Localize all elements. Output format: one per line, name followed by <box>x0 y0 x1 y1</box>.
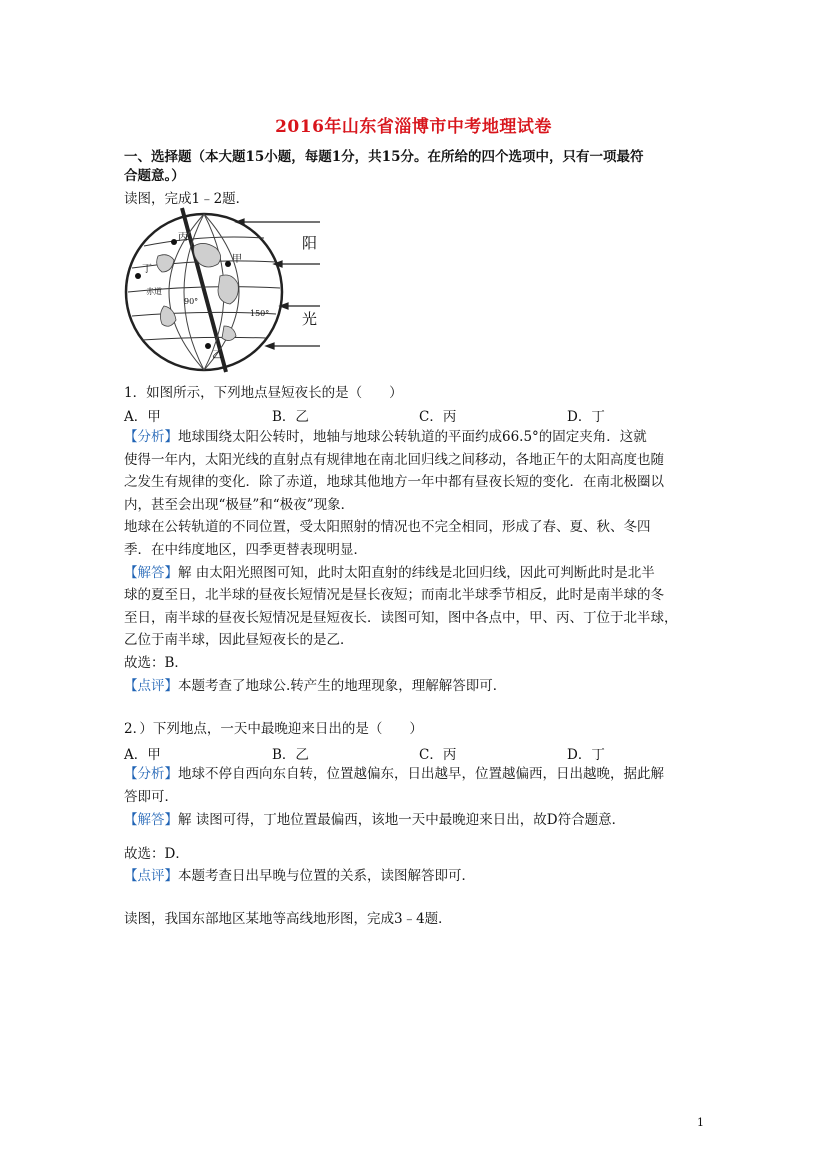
label-jia: 甲 <box>232 254 242 265</box>
comment-tag: 【点评】 <box>124 868 178 884</box>
marker-yi <box>205 343 211 349</box>
analysis-tag: 【分析】 <box>124 766 178 782</box>
label-ding: 丁 <box>142 264 152 275</box>
q1-stem: 1．如图所示，下列地点昼短夜长的是（ ） <box>124 385 403 401</box>
q2-comment <box>124 867 475 885</box>
q1-answer-line3: 至日，南半球的昼夜长短情况是昼短夜长．读图可知，图中各点中，甲、丙、丁位于北半球， <box>124 610 678 626</box>
page-title: 2016年山东省淄博市中考地理试卷 <box>275 117 552 137</box>
q2-analysis-line1 <box>124 765 664 783</box>
label-equator: 赤道 <box>146 287 162 296</box>
q1-analysis-line3: 之发生有规律的变化．除了赤道，地球其他地方一年中都有昼夜长短的变化．在南北极圈以 <box>124 474 664 490</box>
answer-tag: 【解答】 <box>124 812 178 828</box>
q1-choice: 故选：B． <box>124 655 188 671</box>
sun-label-top: 阳 <box>302 234 318 252</box>
q2-option-a: A．甲 <box>124 747 161 763</box>
comment-text: 本题考查日出早晚与位置的关系，读图解答即可． <box>178 868 475 884</box>
q2-stem: 2．）下列地点，一天中最晚迎来日出的是（ ） <box>124 721 423 737</box>
analysis-text: 地球围绕太阳公转时，地轴与地球公转轨道的平面约成66.5°的固定夹角．这就 <box>178 429 647 445</box>
intro-q1-2: 读图，完成1﹣2题． <box>124 191 250 207</box>
intro-q3-4: 读图，我国东部地区某地等高线地形图，完成3﹣4题． <box>124 911 452 927</box>
q1-analysis-line2: 使得一年内，太阳光线的直射点有规律地在南北回归线之间移动，各地正午的太阳高度也随 <box>124 452 664 468</box>
q2-option-c: C．丙 <box>419 747 457 763</box>
answer-text: 解 由太阳光照图可知，此时太阳直射的纬线是北回归线，因此可判断此时是北半 <box>178 565 655 581</box>
q1-option-d: D．丁 <box>567 409 605 425</box>
label-bing: 丙 <box>178 232 188 243</box>
q1-analysis-line4: 内，甚至会出现“极昼”和“极夜”现象． <box>124 497 355 513</box>
label-yi: 乙 <box>212 350 222 361</box>
q1-answer-line4: 乙位于南半球，因此昼短夜长的是乙． <box>124 632 354 648</box>
q1-answer-line2: 球的夏至日，北半球的昼夜长短情况是昼长夜短；而南北半球季节相反，此时是南半球的冬 <box>124 587 664 603</box>
q1-analysis-line1 <box>124 428 647 446</box>
globe-diagram <box>124 206 324 374</box>
q1-option-a: A．甲 <box>124 409 161 425</box>
comment-tag: 【点评】 <box>124 678 178 694</box>
comment-text: 本题考查了地球公.转产生的地理现象，理解解答即可． <box>178 678 507 694</box>
section-header: 一、选择题（本大题15小题，每题1分，共15分。在所给的四个选项中，只有一项最符 <box>124 149 644 165</box>
marker-bing <box>171 239 177 245</box>
sun-label-bottom: 光 <box>302 310 318 328</box>
q2-option-b: B．乙 <box>272 747 309 763</box>
answer-text: 解 读图可得，丁地位置最偏西，该地一天中最晚迎来日出，故D符合题意． <box>178 812 626 828</box>
q1-answer-line1 <box>124 564 655 582</box>
section-header-cont: 合题意。） <box>124 168 185 184</box>
q1-option-b: B．乙 <box>272 409 309 425</box>
q2-option-d: D．丁 <box>567 747 605 763</box>
analysis-text: 地球不停自西向东自转，位置越偏东，日出越早，位置越偏西，日出越晚，据此解 <box>178 766 664 782</box>
answer-tag: 【解答】 <box>124 565 178 581</box>
q2-answer-line1 <box>124 811 625 829</box>
page-number: 1 <box>697 1116 704 1129</box>
marker-ding <box>135 273 141 279</box>
globe-sunlight-figure <box>124 206 324 374</box>
analysis-tag: 【分析】 <box>124 429 178 445</box>
q1-comment <box>124 677 506 695</box>
q1-analysis-line6: 季．在中纬度地区，四季更替表现明显． <box>124 542 367 558</box>
q1-option-c: C．丙 <box>419 409 457 425</box>
marker-jia <box>225 261 231 267</box>
q1-analysis-line5: 地球在公转轨道的不同位置，受太阳照射的情况也不完全相同，形成了春、夏、秋、冬四 <box>124 519 651 535</box>
q2-analysis-line2: 答即可． <box>124 789 178 805</box>
q2-choice: 故选：D． <box>124 846 189 862</box>
label-150: 150° <box>250 309 270 318</box>
label-90: 90° <box>184 297 199 306</box>
